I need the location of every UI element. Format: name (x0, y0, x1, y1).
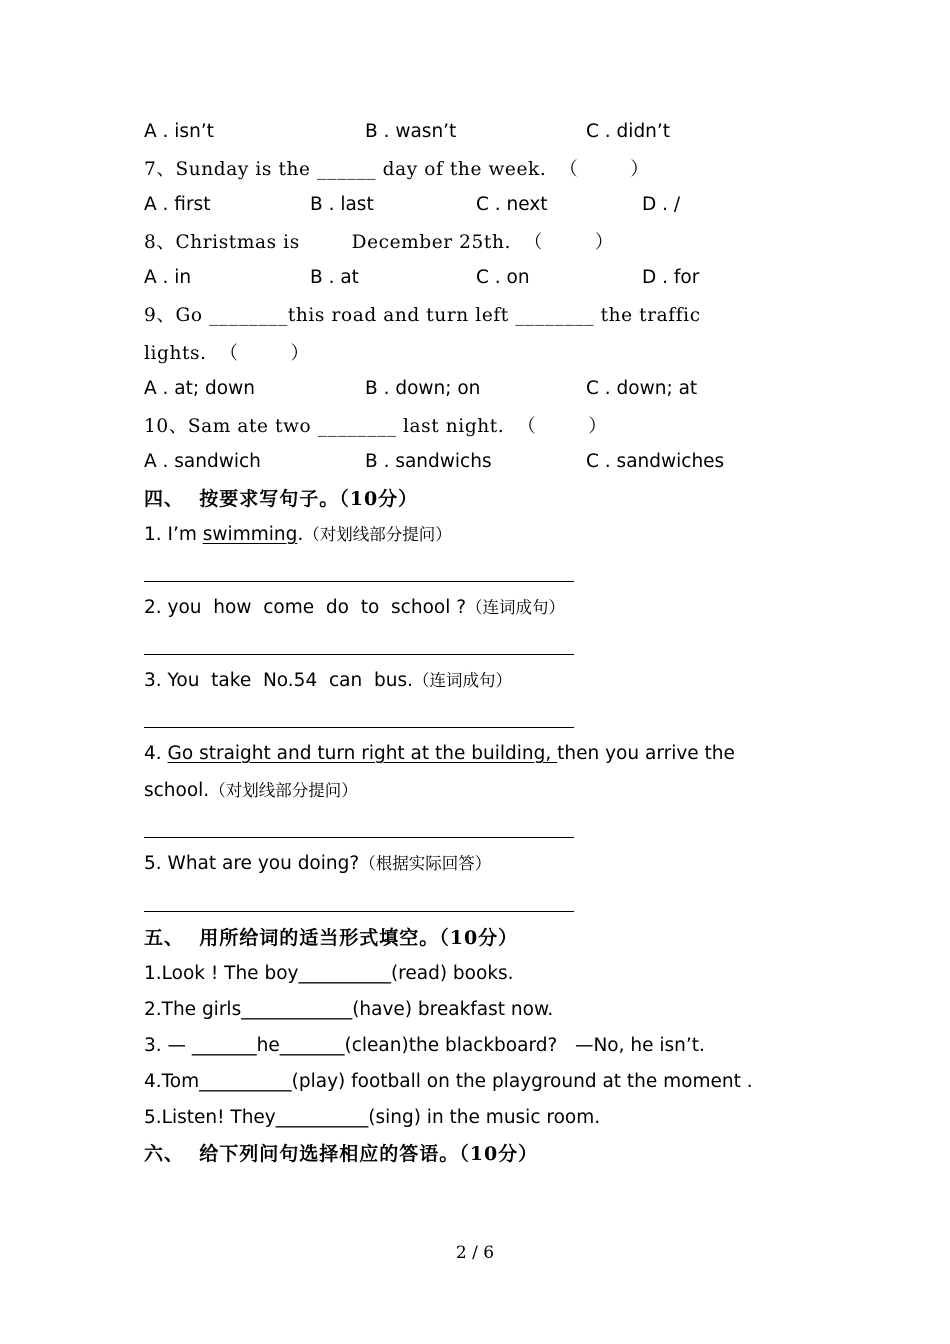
q7-option-c: C . next (476, 194, 548, 215)
q10-text: 10、Sam ate two ________ last night. （ ） (144, 416, 608, 437)
section4-heading: 四、 按要求写句子。（10分） (144, 488, 419, 510)
q8-text: 8、Christmas is December 25th. （ ） (144, 232, 614, 253)
q10-option-c: C . sandwiches (586, 451, 725, 472)
q7-option-d: D . / (642, 194, 681, 215)
s4-item-1 (144, 523, 452, 547)
q8-option-a: A . in (144, 267, 192, 288)
q10-option-b: B . sandwichs (365, 451, 492, 472)
q9-option-a: A . at; down (144, 378, 255, 399)
q6-option-b: B . wasn’t (365, 121, 457, 142)
s5-item-1: 1.Look ! The boy__________(read) books. (144, 963, 514, 984)
s4-item-1-note: （对划线部分提问） (303, 525, 452, 544)
q9-text-line2: lights. （ ） (144, 343, 310, 364)
s5-item-5: 5.Listen! They__________(sing) in the music room. (144, 1107, 601, 1128)
q6-option-a: A . isn’t (144, 121, 214, 142)
section5-heading: 五、 用所给词的适当形式填空。（10分） (144, 927, 519, 949)
q9-text-line1: 9、Go ________this road and turn left ________ the traffic (144, 305, 701, 326)
section6-heading: 六、 给下列问句选择相应的答语。（10分） (144, 1143, 539, 1165)
s5-item-2: 2.The girls____________(have) breakfast now. (144, 999, 554, 1020)
s4-item-2 (144, 596, 565, 620)
q10-option-a: A . sandwich (144, 451, 261, 472)
page-number: 2 / 6 (455, 1243, 495, 1263)
s4-item-2-note: （连词成句） (466, 598, 566, 617)
s4-item-4-line2 (144, 779, 358, 803)
q6-option-c: C . didn’t (586, 121, 671, 142)
s4-item-3-text: 3. You take No.54 can bus. (144, 670, 413, 691)
answer-line-5[interactable] (144, 911, 574, 912)
answer-line-4[interactable] (144, 837, 574, 838)
s5-item-4: 4.Tom__________(play) football on the playground at the moment . (144, 1071, 753, 1092)
s4-item-4-prefix: 4. (144, 743, 168, 764)
q7-text: 7、Sunday is the ______ day of the week. （ ） (144, 159, 650, 180)
answer-line-2[interactable] (144, 654, 574, 655)
s4-item-4-underlined: Go straight and turn right at the building, (167, 743, 558, 764)
s4-item-4-line2-text: school. (144, 780, 210, 801)
s4-item-4 (144, 742, 735, 766)
s4-item-5-note: （根据实际回答） (359, 854, 492, 873)
q7-option-b: B . last (310, 194, 374, 215)
q9-option-b: B . down; on (365, 378, 481, 399)
s4-item-2-text: 2. you how come do to school ? (144, 597, 467, 618)
s4-item-4-suffix: then you arrive the (557, 743, 735, 764)
s4-item-5-text: 5. What are you doing? (144, 853, 360, 874)
q8-option-d: D . for (642, 267, 700, 288)
s5-item-3: 3. — _______he_______(clean)the blackboard? —No, he isn’t. (144, 1035, 705, 1056)
q8-option-c: C . on (476, 267, 530, 288)
s4-item-5 (144, 852, 491, 876)
s4-item-1-underlined: swimming (202, 524, 298, 545)
s4-item-3 (144, 669, 512, 693)
s4-item-4-note: （对划线部分提问） (209, 781, 358, 800)
q7-option-a: A . first (144, 194, 211, 215)
q8-option-b: B . at (310, 267, 359, 288)
s4-item-1-suffix: . (297, 524, 304, 545)
answer-line-1[interactable] (144, 581, 574, 582)
s4-item-1-prefix: 1. I’m (144, 524, 203, 545)
answer-line-3[interactable] (144, 727, 574, 728)
s4-item-3-note: （连词成句） (412, 671, 512, 690)
q9-option-c: C . down; at (586, 378, 698, 399)
